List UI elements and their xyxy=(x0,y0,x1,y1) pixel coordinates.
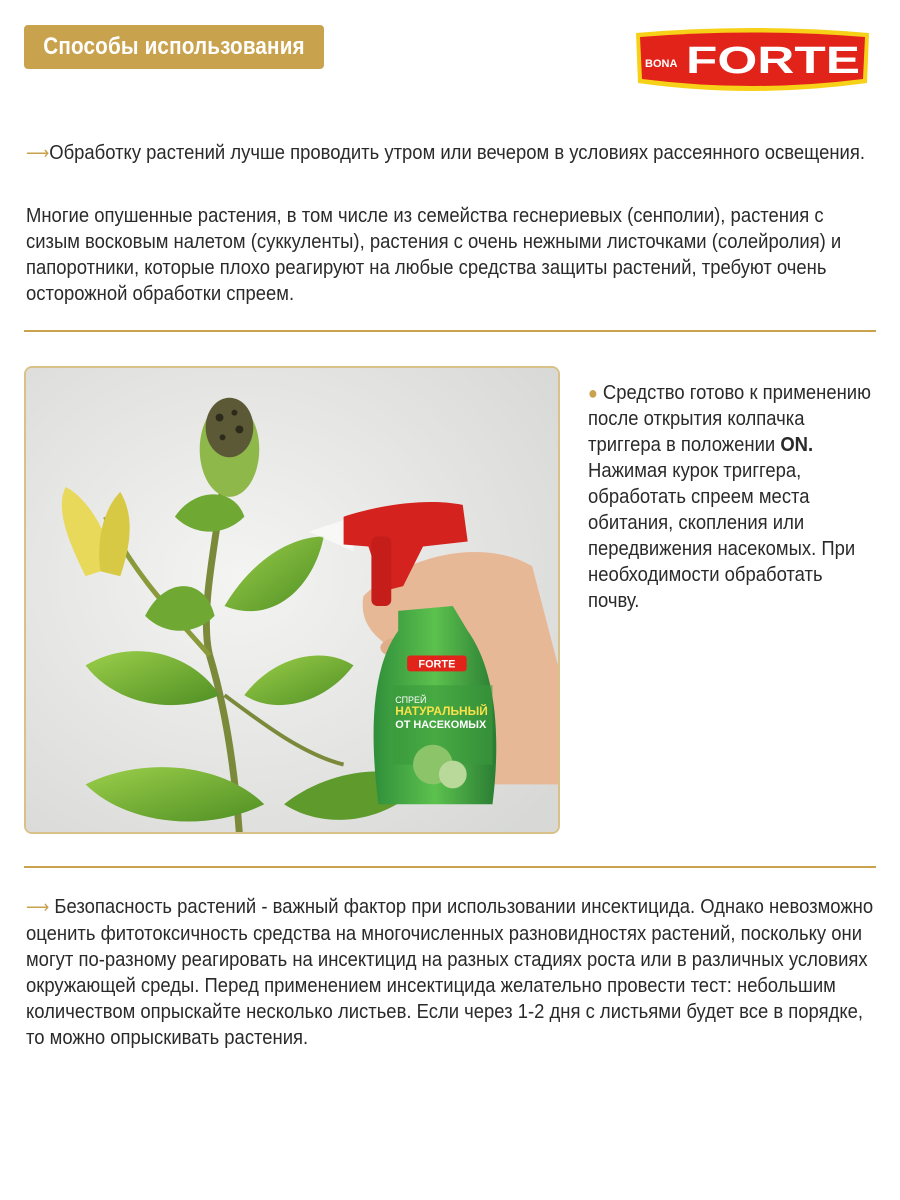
bona-forte-logo xyxy=(630,25,875,103)
section-title-badge xyxy=(24,25,324,69)
section2-text xyxy=(588,380,878,614)
bullet-dot-icon: ● xyxy=(588,383,598,403)
section1-text2 xyxy=(26,203,874,307)
logo-small-text: BONA xyxy=(645,58,678,70)
section1-line2: Многие опушенные растения, в том числе из семейства геснериевых (сенполии), растения с сизым восковым налетом (суккуленты), растения с очень нежными листочками (солейролия) и папоротники, которые плохо реагируют на любые средства защиты растений, требуют очень осторожной обработки спреем. xyxy=(26,204,842,305)
section1-text xyxy=(26,140,874,167)
divider-top xyxy=(24,330,876,332)
section3-body: Безопасность растений - важный фактор при использовании инсектицида. Однако невозможно оценить фитотоксичность средства на многочисленных разновидностях растений, поскольку они могут по-разному реагировать на инсектицид на разных стадиях роста или в различных условиях окружающей среды. Перед применением инсектицида желательно провести тест: небольшим количеством опрыскайте несколько листьев. Если через 1-2 дня с листьями будет все в порядке, то можно опрыскивать растения. xyxy=(26,895,874,1049)
section2-text-strong: ON. xyxy=(780,433,814,456)
product-photo xyxy=(24,366,560,834)
bottle-line1: СПРЕЙ xyxy=(395,695,427,706)
bottle-line2: НАТУРАЛЬНЫЙ xyxy=(395,704,488,719)
section2-text-after: Нажимая курок триггера, обработать спреем места обитания, скопления или передвижения насекомых. При необходимости обработать почву. xyxy=(588,459,856,612)
arrow-right-icon-2: ⟶ xyxy=(26,897,50,918)
bottle-line3: ОТ НАСЕКОМЫХ xyxy=(395,718,487,731)
divider-bottom xyxy=(24,866,876,868)
section2-text-before: Средство готово к применению после открытия колпачка триггера в положении xyxy=(588,381,871,456)
section1-line1: Обработку растений лучше проводить утром или вечером в условиях рассеянного освещения. xyxy=(49,141,865,164)
logo-brand-text: FORTE xyxy=(686,40,860,82)
arrow-right-icon: ⟶ xyxy=(26,143,50,164)
section-title: Способы использования xyxy=(43,33,305,60)
section3-text xyxy=(26,894,874,1051)
bottle-brand: FORTE xyxy=(418,658,456,671)
